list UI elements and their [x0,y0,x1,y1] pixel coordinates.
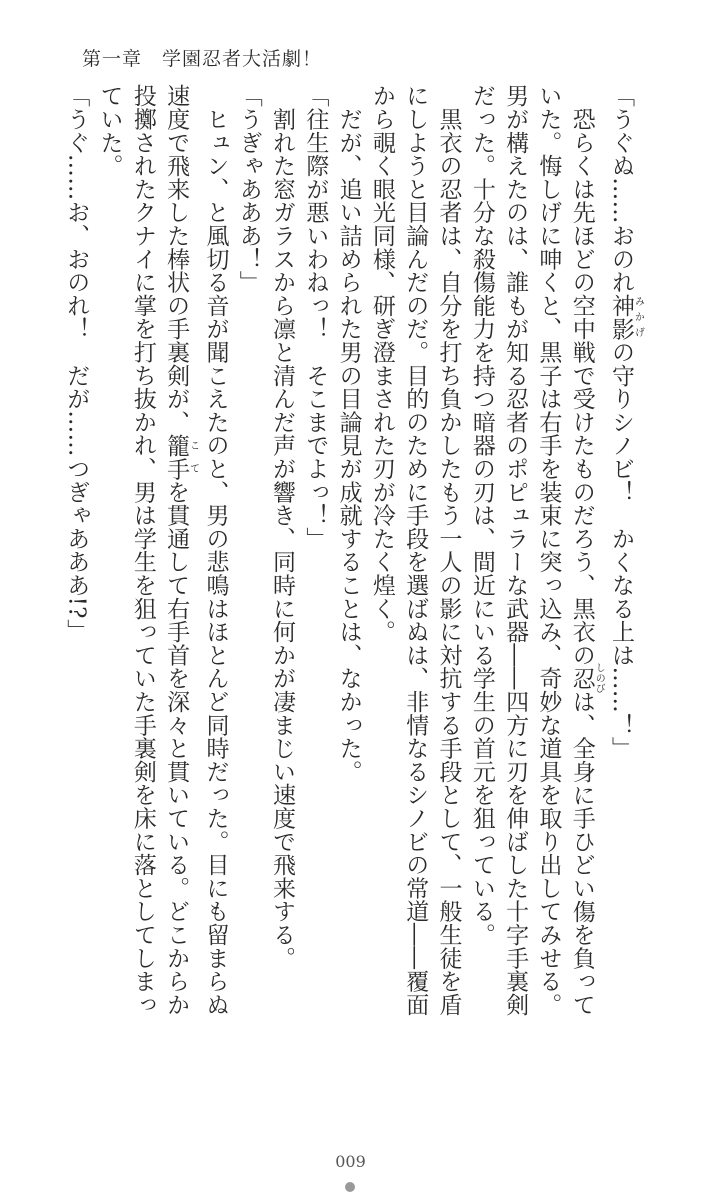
text-line: 黒衣の忍者は、自分を打ち負かしたもう一人の影に対抗する手段として、一般生徒を盾 [435,84,462,1016]
text-line: にしようと目論んだのだ。目的のために手段を選ばぬは、非情なるシノビの常道――覆面 [402,84,429,1016]
text-line: 「うぎゃあああ！」 [235,84,262,294]
text-line: 割れた窓ガラスから凛と清んだ声が響き、同時に何かが凄まじい速度で飛来する。 [269,84,296,970]
text-segment: を貫通して右手首を深々と貫いている。どこからか [163,480,190,1017]
text-segment: の守りシノビ！ かくなる上は……！」 [608,340,634,760]
ruby-reading: しのび [593,662,605,694]
text-line: ていた。 [96,84,123,178]
vertical-text-body [63,84,644,1044]
text-line [604,84,643,1044]
ruby-reading: みかげ [632,293,644,341]
text-line: 「うぐ……お、おのれ！ だが……つぎゃあああ!?」 [63,84,90,643]
text-line [159,84,198,1044]
text-segment: 恐らくは先ほどの空中戦で受けたものだろう、黒衣の [568,84,595,667]
chapter-header: 第一章 学園忍者大活劇！ [82,48,323,70]
ruby-word [163,433,199,481]
ruby-reading: こて [187,433,199,481]
text-segment: は、全身に手ひどい傷を負って [568,689,595,1017]
page-number: 009 [335,1152,366,1171]
text-line: 男が構えたのは、誰もが知る忍者のポピュラーな武器――四方に刃を伸ばした十字手裏剣 [502,84,529,1016]
ruby-base: 籠手 [163,433,190,481]
ruby-base: 神影 [608,293,634,341]
ruby-word [608,293,644,341]
text-line [564,84,603,1044]
ruby-word [568,662,605,694]
text-line: 「往生際が悪いわねっ！ そこまでよっ！」 [302,84,329,550]
ruby-base: 忍 [568,662,595,694]
text-line: いた。悔しげに呻くと、黒子は右手を装束に突っ込み、奇妙な道具を取り出してみせる。 [535,84,562,1016]
text-line: 投擲されたクナイに掌を打ち抜かれ、男は学生を狙っていた手裏剣を床に落としてしまっ [129,84,156,1016]
text-line: だった。十分な殺傷能力を持つ暗器の刃は、間近にいる学生の首元を狙っている。 [468,84,495,947]
text-segment: 「うぐぬ……おのれ [608,84,634,294]
text-line: ヒュン、と風切る音が聞こえたのと、男の悲鳴はほとんど同時だった。目にも留まらぬ [202,84,229,1016]
text-line: から覗く眼光同様、研ぎ澄まされた刃が冷たく煌く。 [368,84,395,644]
text-line: だが、追い詰められた男の目論見が成就することは、なかった。 [335,84,362,783]
text-segment: 速度で飛来した棒状の手裏剣が、 [163,84,190,434]
page-marker-dot [345,1182,355,1192]
